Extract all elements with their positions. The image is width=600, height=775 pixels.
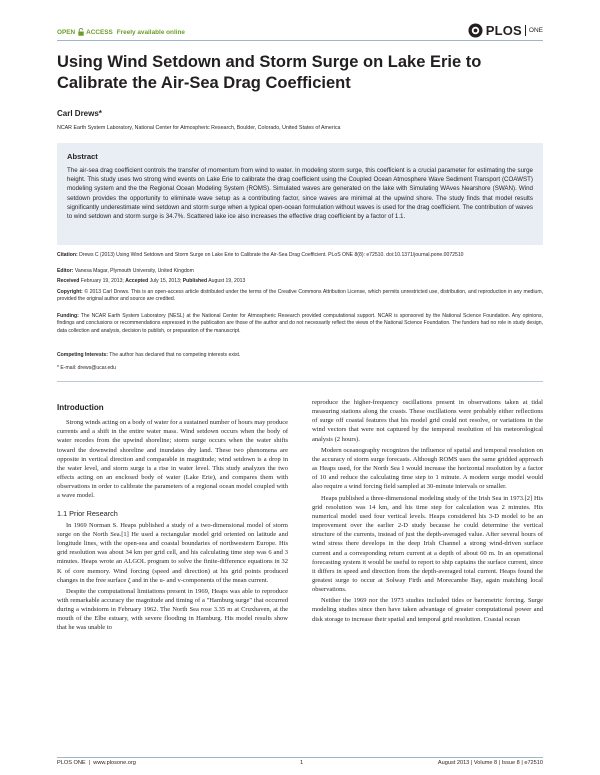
abstract-text: The air-sea drag coefficient controls the transfer of momentum from wind to water. In modeling storm surge, this coefficient is a crucial parameter for estimating the surge height. This study uses two strong wind events on Lake Erie to calibrate the drag coefficient using the Coupled Ocean Atmosphere Wave Sediment Transport (COAWST) modeling system and the the Regional Ocean Modeling System (ROMS). Simulated waves are generated on the lake with Simulating WAves Nearshore (SWAN). Wind setdown provides the opportunity to eliminate wave setup as a contributing factor, since waves are minimal at the upwind shore. The study finds that model results significantly underestimate wind setdown and storm surge when a typical open-ocean formulation without waves is used for the drag coefficient. The contribution of waves to wind setdown and storm surge is 34.7%. Scattered lake ice also increases the effective drag coefficient by a factor of 1.1. [67, 167, 533, 221]
email-text: * E-mail: drews@ucar.edu [57, 365, 116, 371]
page-footer [57, 760, 543, 766]
abstract-heading: Abstract [67, 152, 98, 161]
page-number: 1 [300, 760, 304, 766]
funding-label: Funding: [57, 313, 79, 319]
right-paragraph-3: Heaps published a three-dimensional modeling study of the Irish Sea in 1973.[2] His grid resolution was 14 km, and his time step for calculation was 2 minutes. His numerical model used four vertical levels. Heaps considered his 3-D model to be an improvement over the earlier 2-D study because he could determine the vertical structure of the currents, instead of just the depth-averaged value. After several hours of wind stress there develops in the deep Irish Channel a strong wind-driven surface current and a corresponding return current at a depth of about 60 m. In an operational forecasting system it would be useful to report to ship captains the surface current, since it differs in speed and direction from the depth-averaged total current. Heaps found the greatest surge to occur at Solway Firth and Morecambe Bay, again matching local observations. [312, 494, 543, 594]
footer-journal-name: PLOS ONE [57, 760, 86, 766]
journal-name: PLOS [485, 23, 522, 38]
competing-interests [57, 352, 543, 359]
logo-divider [525, 25, 526, 36]
copyright-text: © 2013 Carl Drews. This is an open-access article distributed under the terms of the Creative Commons Attribution License, which permits unrestricted use, distribution, and reproduction in any medium, provided the original author and source are credited. [57, 289, 543, 303]
accepted-date: July 15, 2013; [149, 278, 182, 284]
journal-sub: ONE [528, 27, 543, 34]
copyright [57, 289, 543, 304]
abstract-box [57, 143, 543, 245]
prior-paragraph-2: Despite the computational limitations present in 1969, Heaps was able to reproduce with remarkable accuracy the magnitude and timing of a "Hamburg surge" that occurred during a windstorm in February 1962. The North Sea rose 3.35 m at Cruxhaven, at the mouth of the Elbe estuary, with severe flooding in Hamburg. His model results show that he was unable to [57, 587, 288, 632]
published-label: Published [182, 278, 208, 284]
published-date: August 19, 2013 [208, 278, 246, 284]
freely-available-label: Freely available online [116, 28, 185, 36]
funding-text: The NCAR Earth System Laboratory (NESL) at the National Center for Atmospheric Research provided computational support. NCAR is sponsored by the National Science Foundation. Any opinions, findings and conclusions or recommendations expressed in the publication are those of the author and do not necessarily reflect the views of the National Science Foundation. The funders had no role in study design, data collection and analysis, decision to publish, or preparation of the manuscript. [57, 313, 544, 334]
footer-issue: August 2013 | Volume 8 | Issue 8 | e72510 [437, 760, 543, 766]
editor-label: Editor: [57, 268, 74, 274]
prior-paragraph-1: In 1969 Norman S. Heaps published a study of a two-dimensional model of storm surge on the North Sea.[1] He used a rectangular model grid oriented on latitude and longitude lines, with the open-sea and coastal boundaries of northwestern Europe. His grid resolution was about 34 km per grid cell, and his calculating time step was 6 and 3 minutes. Heaps wrote an ALGOL program to solve the finite-difference equations in 32 K of core memory. Wind forcing (speed and direction) at his grid points produced changes in the free surface ζ and in the u- and v-components of the mean current. [57, 521, 288, 584]
editor [57, 268, 543, 275]
competing-label: Competing Interests: [57, 352, 108, 358]
prior-research-heading: 1.1 Prior Research [57, 508, 118, 518]
received-label: Received [57, 278, 80, 284]
author-affiliation: NCAR Earth System Laboratory, National Center for Atmospheric Research, Boulder, Colorado, United States of America [57, 125, 341, 131]
right-paragraph-2: Modern oceanography recognizes the influence of spatial and temporal resolution on the accuracy of storm surge forecasts. Although ROMS uses the same gridded approach as Heaps used, for the North Sea I would increase the horizontal resolution by a factor of 10 and reduce the calculating time step to 1 minute. A modern surge model would also require a wind forcing field sampled at 30-minute intervals or smaller. [312, 446, 543, 491]
footer-rule [57, 757, 543, 758]
right-paragraph-1: reproduce the higher-frequency oscillations present in observations taken at tidal measuring stations along the coasts. These oscillations were probably either reflections of surge off coastal features that his model grid could not resolve, or variations in the wind vectors that were not captured by the temporal resolution of his meteorological analysis (2 hours). [312, 399, 543, 443]
article-title: Using Wind Setdown and Storm Surge on Lake Erie to Calibrate the Air-Sea Drag Coefficient [57, 53, 482, 92]
editor-text: Vanesa Magar, Plymouth University, United Kingdom [74, 268, 194, 274]
author-name: Carl Drews* [57, 109, 102, 118]
open-access-badge [57, 28, 185, 36]
intro-paragraph: Strong winds acting on a body of water for a sustained number of hours may produce currents and a shift in the entire water mass. Wind setdown occurs when the body of water recedes from the upwind shoreline; storm surge occurs when the water shifts toward the downwind shoreline and inundates dry land. These two phenomena are opposite in vertical direction and comparable in magnitude; wind setdown is a drop in the water level, and storm surge is a rise in water level. This study analyzes the two effects acting on an enclosed body of water (Lake Erie), and compares them with observations in order to calibrate the parameters of a regional ocean model coupled with a wave model. [57, 419, 288, 500]
meta-rule [57, 381, 543, 382]
citation-label: Citation: [57, 252, 78, 258]
citation-text: Drews C (2013) Using Wind Setdown and Storm Surge on Lake Erie to Calibrate the Air-Sea Drag Coefficient. PLoS ONE 8(8): e72510. doi:10.1371/journal.pone.0072510 [79, 252, 464, 258]
access-label: ACCESS [86, 28, 113, 36]
plos-one-logo [468, 23, 543, 38]
citation [57, 252, 543, 259]
email [57, 365, 543, 372]
funding [57, 313, 543, 335]
footer-url[interactable]: www.plosone.org [93, 760, 136, 766]
plos-logo-icon [468, 23, 483, 38]
introduction-heading: Introduction [57, 403, 104, 412]
open-label: OPEN [57, 28, 76, 36]
header-rule [57, 40, 543, 41]
right-column [312, 398, 543, 624]
competing-text: The author has declared that no competing interests exist. [109, 352, 241, 358]
left-column [57, 403, 288, 633]
copyright-label: Copyright: [57, 289, 83, 295]
received-date: February 19, 2013; [80, 278, 124, 284]
open-lock-icon [78, 28, 84, 36]
accepted-label: Accepted [125, 278, 149, 284]
right-paragraph-4: Neither the 1969 nor the 1973 studies included tides or barometric forcing. Surge modeling studies since then have taken advantage of greater computational power and disk storage to increase their spatial and temporal grid resolution. Coastal ocean [312, 597, 543, 623]
dates [57, 278, 543, 285]
footer-journal: PLOS ONE | www.plosone.org [57, 760, 136, 766]
